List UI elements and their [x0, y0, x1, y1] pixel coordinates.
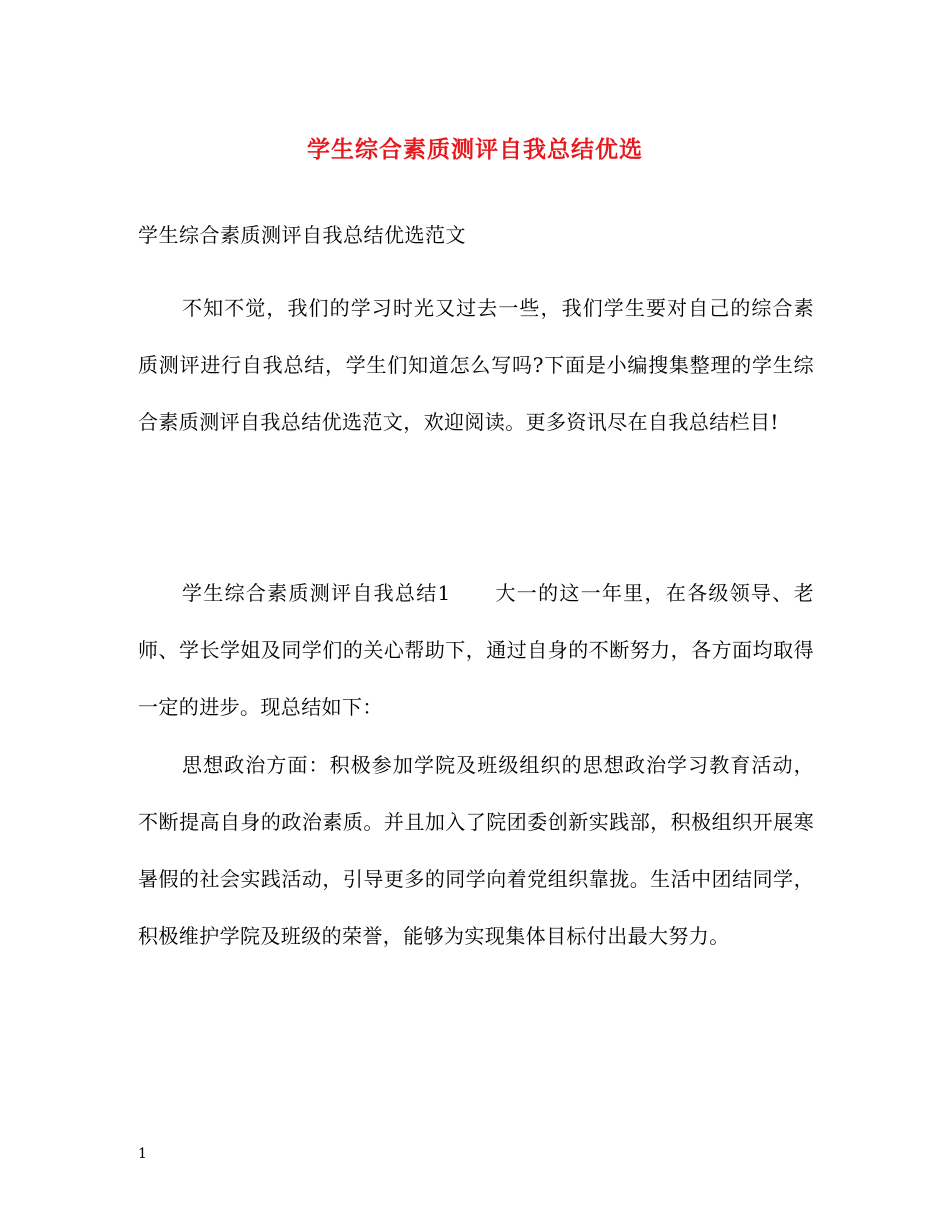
paragraph-political: 思想政治方面：积极参加学院及班级组织的思想政治学习教育活动，不断提高自身的政治素质。并且加入了院团委创新实践部，积极组织开展寒暑假的社会实践活动，引导更多的同学向着党组织靠拢。生活中团结同学，积极维护学院及班级的荣誉，能够为实现集体目标付出最大努力。	[138, 753, 814, 948]
paragraph-summary-1	[138, 565, 814, 736]
page-number: 1	[138, 1146, 147, 1162]
paragraph-intro: 不知不觉，我们的学习时光又过去一些，我们学生要对自己的综合素质测评进行自我总结，学生们知道怎么写吗?下面是小编搜集整理的学生综合素质测评自我总结优选范文，欢迎阅读。更多资讯尽在自我总结栏目!	[138, 296, 814, 434]
document-title: 学生综合素质测评自我总结优选	[307, 136, 643, 163]
section-text: 大一的这一年里，在各级领导、老师、学长学姐及同学们的关心帮助下，通过自身的不断努力，各方面均取得一定的进步。现总结如下：	[138, 581, 814, 719]
document-subtitle: 学生综合素质测评自我总结优选范文	[138, 223, 466, 247]
section-heading: 学生综合素质测评自我总结1	[182, 581, 451, 605]
